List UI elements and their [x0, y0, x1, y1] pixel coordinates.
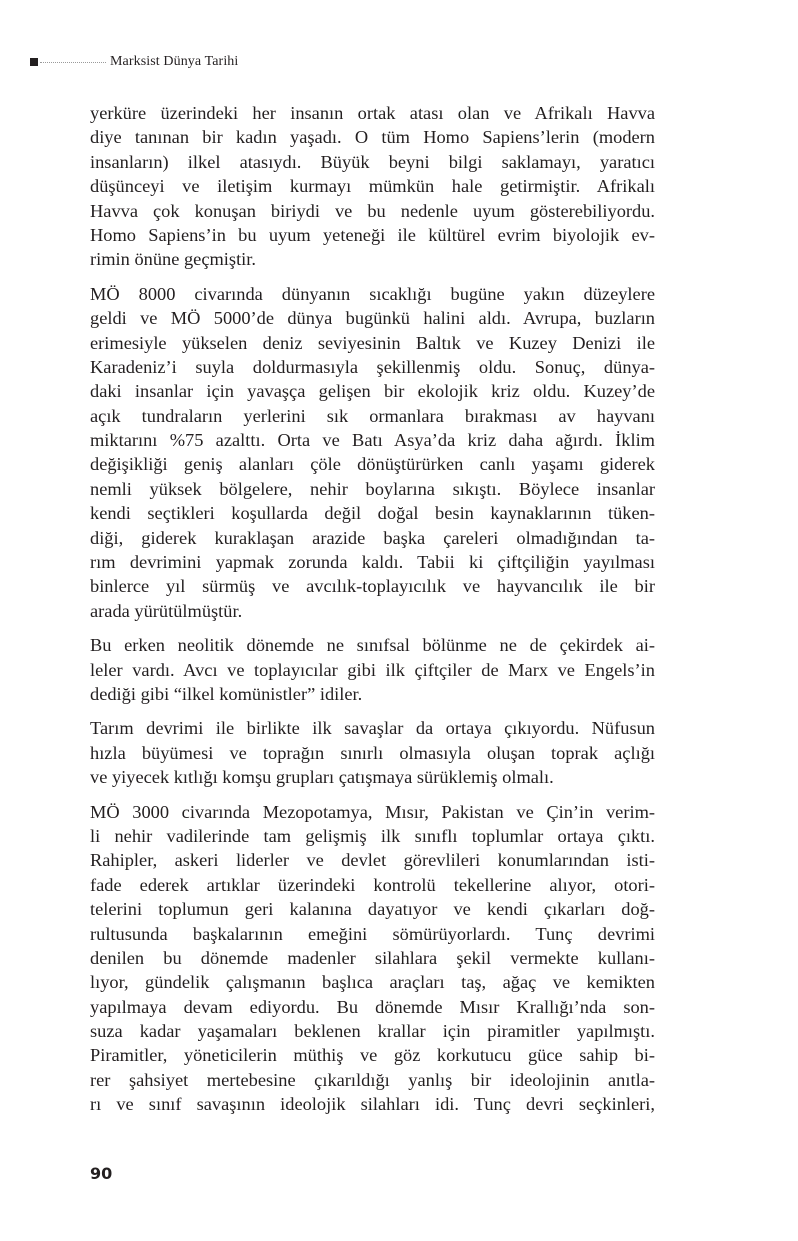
text-line: Havva çok konuşan biriydi ve bu nedenle uyum gösterebiliyordu.: [90, 200, 655, 221]
text-line: rimin önüne geçmiştir.: [90, 249, 257, 270]
text-line: Piramitler, yöneticilerin müthiş ve göz korkutucu güce sahip bi-: [90, 1045, 655, 1066]
text-line: denilen bu dönemde madenler silahlara şekil vermekte kullanı-: [90, 947, 655, 968]
header-dotted-rule: [40, 62, 106, 63]
text-line: yapılmaya devam ediyordu. Bu dönemde Mısır Krallığı’nda son-: [90, 996, 655, 1017]
paragraph: [90, 282, 655, 623]
text-line: rer şahsiyet mertebesine çıkarıldığı yanlış bir ideolojinin anıtla-: [90, 1069, 655, 1090]
text-line: MÖ 3000 civarında Mezopotamya, Mısır, Pakistan ve Çin’in verim-: [90, 801, 655, 822]
text-line: erimesiyle yükselen deniz seviyesinin Baltık ve Kuzey Denizi ile: [90, 332, 655, 353]
running-head: [30, 54, 238, 70]
text-line: telerini toplumun geri kalanına dayatıyor ve kendi çıkarları doğ-: [90, 899, 655, 920]
paragraph: [90, 716, 655, 789]
text-line: lıyor, gündelik çalışmanın başlıca araçları taş, ağaç ve kemikten: [90, 972, 655, 993]
text-line: geldi ve MÖ 5000’de dünya bugünkü halini aldı. Avrupa, buzların: [90, 308, 655, 329]
text-line: fade ederek artıklar üzerindeki kontrolü tekellerine alıyor, otori-: [90, 874, 655, 895]
text-line: MÖ 8000 civarında dünyanın sıcaklığı bugüne yakın düzeylere: [90, 283, 655, 304]
paragraph: [90, 633, 655, 706]
text-line: Rahipler, askeri liderler ve devlet görevlileri konumlarından isti-: [90, 850, 655, 871]
page-number: 90: [90, 1164, 113, 1183]
text-line: diye tanınan bir kadın yaşadı. O tüm Homo Sapiens’lerin (modern: [90, 127, 655, 148]
text-line: rultusunda başkalarının emeğini sömürüyorlardı. Tunç devrimi: [90, 923, 655, 944]
text-line: ve yiyecek kıtlığı komşu grupları çatışmaya sürüklemiş olmalı.: [90, 767, 554, 788]
text-line: li nehir vadilerinde tam gelişmiş ilk sınıflı toplumlar ortaya çıktı.: [90, 825, 655, 846]
text-line: rı ve sınıf savaşının ideolojik silahları idi. Tunç devri seçkinleri,: [90, 1094, 655, 1115]
text-line: Tarım devrimi ile birlikte ilk savaşlar da ortaya çıkıyordu. Nüfusun: [90, 718, 655, 739]
header-square-icon: [30, 58, 38, 66]
text-line: leler vardı. Avcı ve toplayıcılar gibi ilk çiftçiler de Marx ve Engels’in: [90, 659, 655, 680]
paragraph: [90, 800, 655, 1117]
text-line: Homo Sapiens’in bu uyum yeteneği ile kültürel evrim biyolojik ev-: [90, 224, 655, 245]
text-line: Bu erken neolitik dönemde ne sınıfsal bölünme ne de çekirdek ai-: [90, 635, 655, 656]
text-line: suza kadar yaşamaları beklenen krallar için piramitler yapılmıştı.: [90, 1021, 655, 1042]
paragraph: [90, 101, 655, 272]
text-line: arada yürütülmüştür.: [90, 600, 243, 621]
text-line: binlerce yıl sürmüş ve avcılık-toplayıcılık ve hayvancılık ile bir: [90, 576, 655, 597]
text-line: daki insanlar için yavaşça gelişen bir ekolojik kriz oldu. Kuzey’de: [90, 381, 655, 402]
text-line: rım devrimini yapmak zorunda kaldı. Tabii ki çiftçiliğin yayılması: [90, 552, 655, 573]
text-line: kendi seçtikleri koşullarda değil doğal besin kaynaklarının tüken-: [90, 503, 655, 524]
text-line: Karadeniz’i suyla doldurmasıyla şekillenmiş oldu. Sonuç, dünya-: [90, 356, 655, 377]
text-line: yerküre üzerindeki her insanın ortak atası olan ve Afrikalı Havva: [90, 103, 655, 123]
text-line: değişikliği geniş alanları çöle dönüştürürken canlı yaşamı giderek: [90, 454, 655, 475]
text-line: nemli yüksek bölgelere, nehir boylarına sıkıştı. Böylece insanlar: [90, 478, 655, 499]
text-line: dediği gibi “ilkel komünistler” idiler.: [90, 683, 363, 704]
text-line: açık tundraların yerlerini sık ormanlara bırakması av hayvanı: [90, 405, 655, 426]
text-line: hızla büyümesi ve toprağın sınırlı olmasıyla oluşan toprak açlığı: [90, 742, 655, 763]
text-line: insanların) ilkel atasıydı. Büyük beyni bilgi saklamayı, yaratıcı: [90, 151, 655, 172]
text-line: miktarını %75 azalttı. Orta ve Batı Asya’da kriz daha ağırdı. İklim: [90, 430, 655, 451]
text-line: diği, giderek kuraklaşan arazide başka çareleri olmadığından ta-: [90, 527, 655, 548]
running-title: Marksist Dünya Tarihi: [110, 54, 239, 69]
body-text: [90, 101, 655, 1127]
text-line: düşünceyi ve iletişim kurmayı mümkün hale getirmiştir. Afrikalı: [90, 176, 655, 197]
